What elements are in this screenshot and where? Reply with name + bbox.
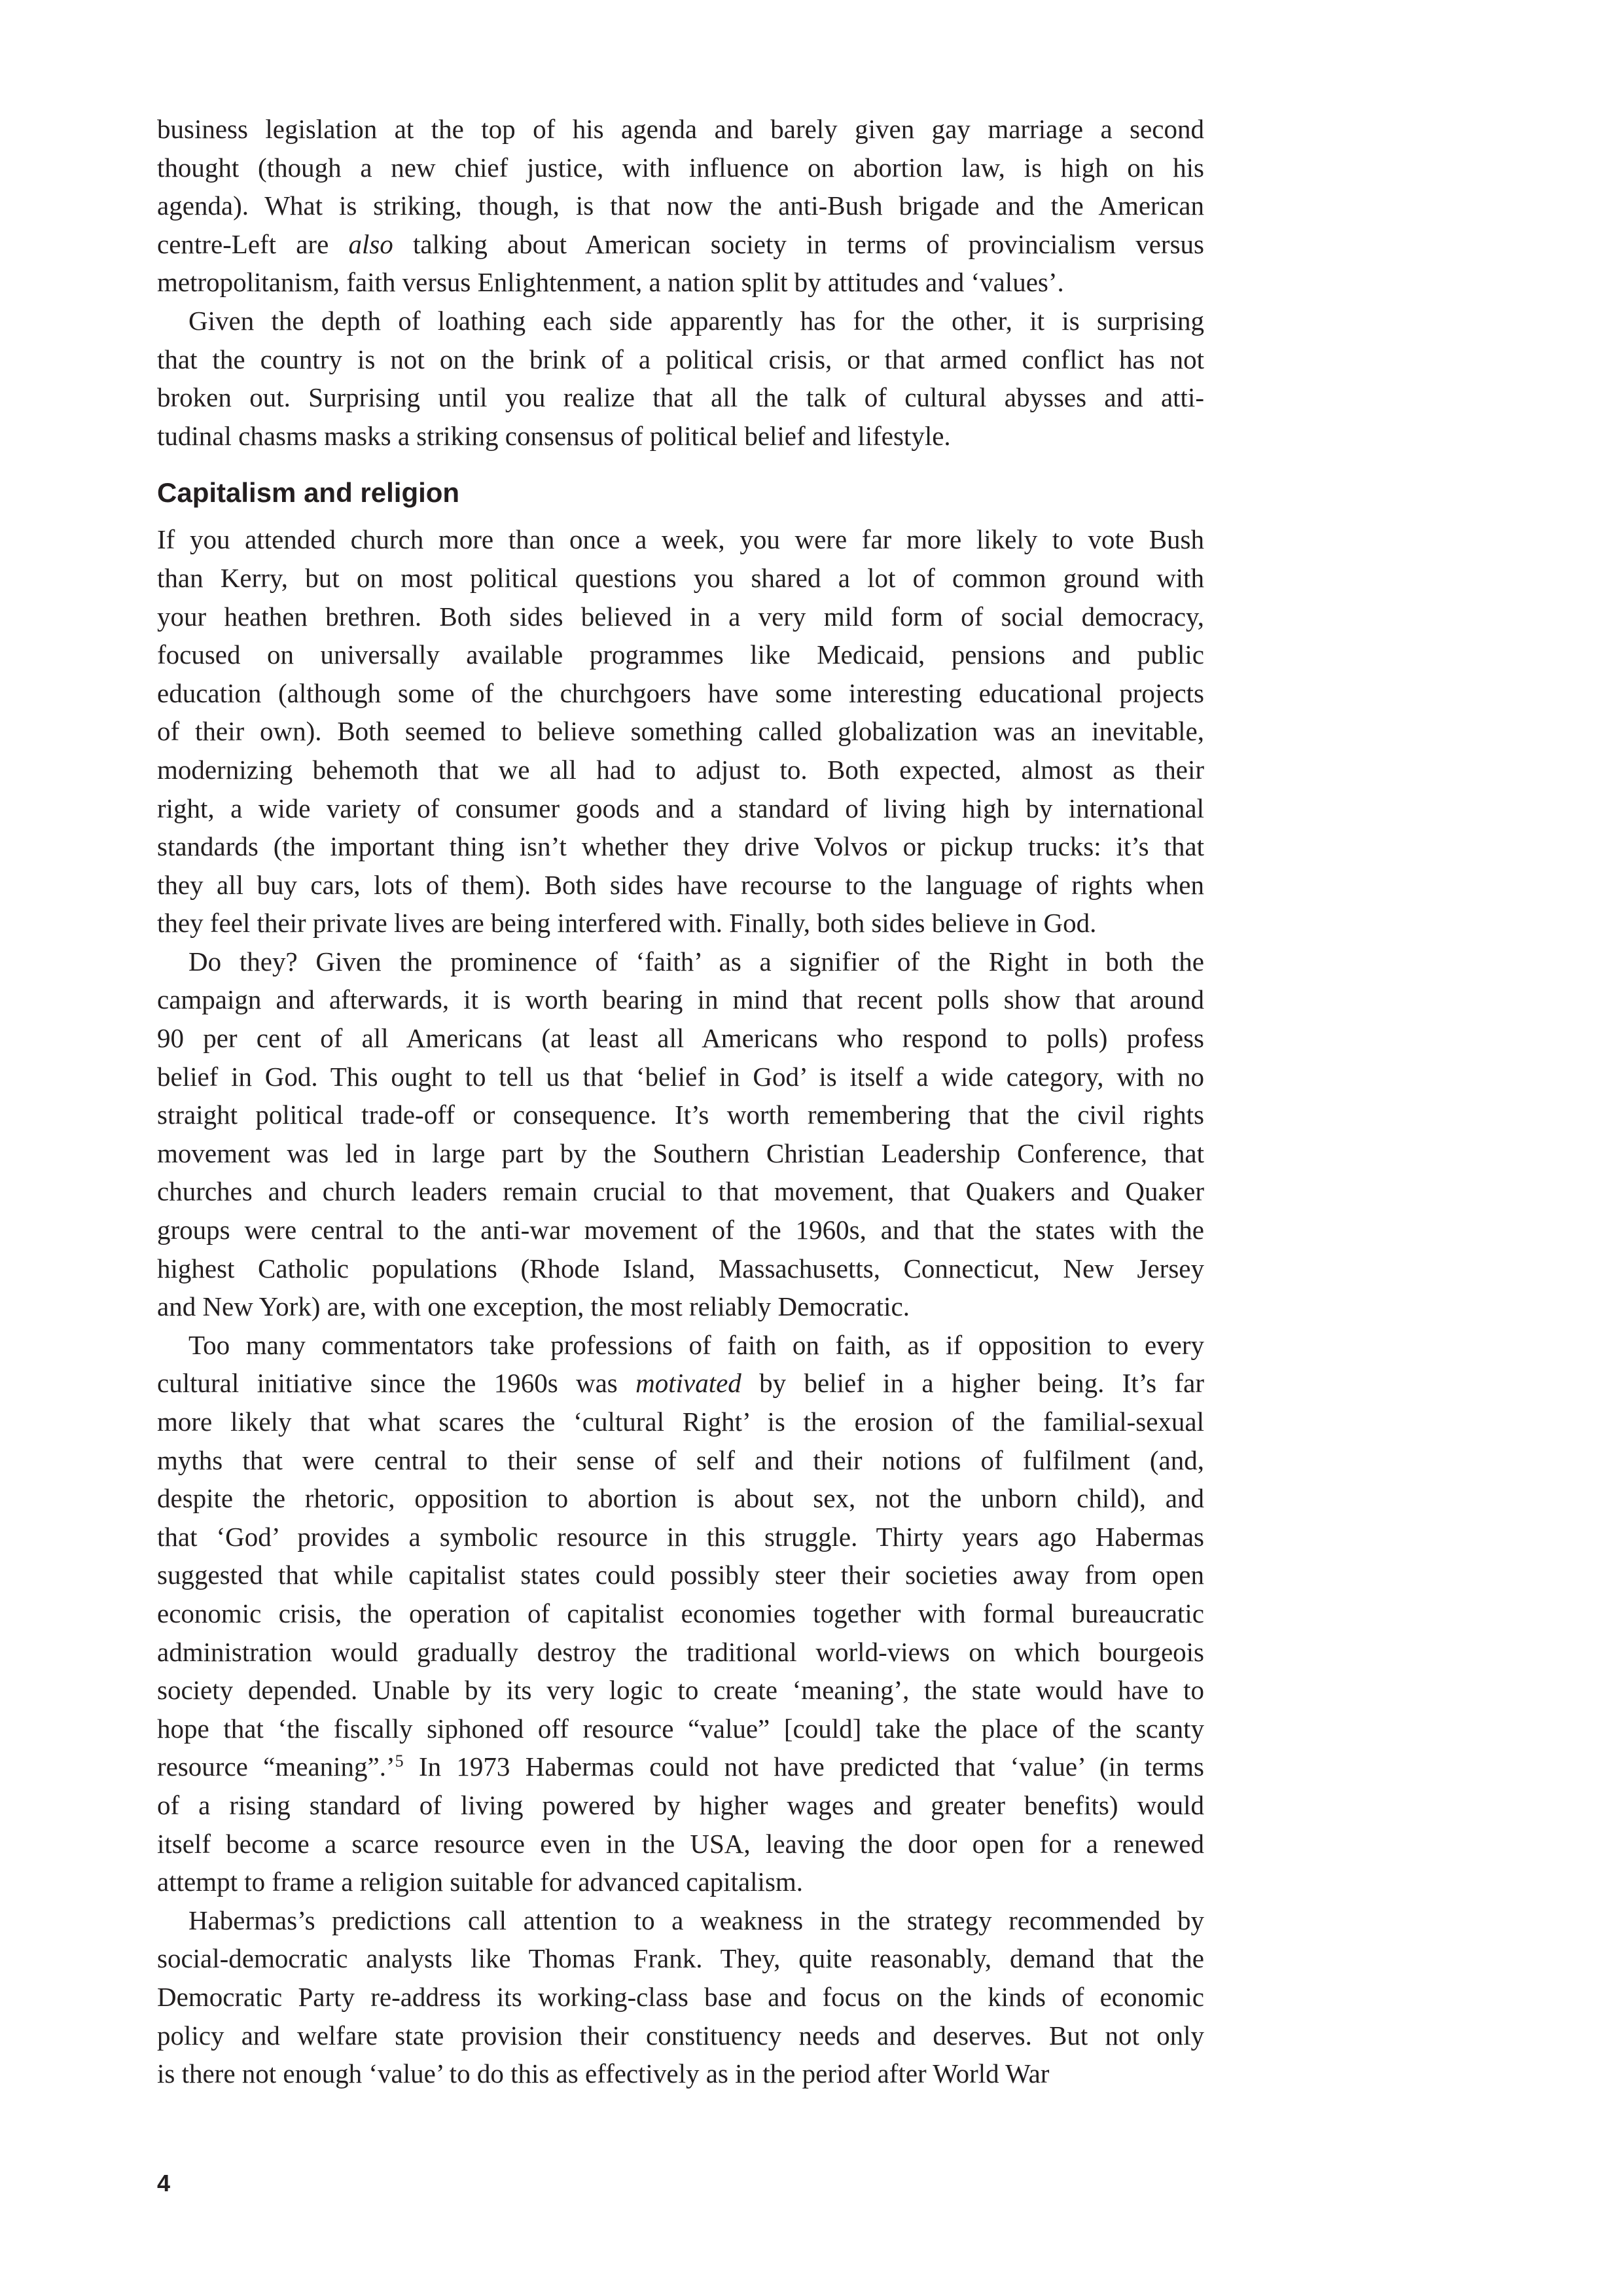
text-line: attempt to frame a religion suitable for advanced capitalism. (157, 1867, 804, 1897)
text-line: Democratic Party re-address its working-class base and focus on the kinds of economic (157, 1981, 1204, 2012)
text-line: more likely that what scares the ‘cultural Right’ is the erosion of the familial-sexual (157, 1407, 1204, 1437)
text-line (157, 1364, 1204, 1403)
text-line: churches and church leaders remain crucial to that movement, that Quakers and Quaker (157, 1176, 1204, 1207)
text-line: Given the depth of loathing each side apparently has for the other, it is surprising (188, 305, 1204, 336)
text-line: itself become a scarce resource even in the USA, leaving the door open for a renewed (157, 1828, 1204, 1859)
text-line: straight political trade-off or consequence. It’s worth remembering that the civil rights (157, 1100, 1204, 1130)
text-line: highest Catholic populations (Rhode Island, Massachusetts, Connecticut, New Jersey (157, 1253, 1204, 1283)
line-segment: resource “meaning”.’ (157, 1751, 395, 1782)
text-column (157, 110, 1204, 2093)
text-line: agenda). What is striking, though, is that now the anti-Bush brigade and the American (157, 190, 1204, 221)
text-line: groups were central to the anti-war movement of the 1960s, and that the states with the (157, 1215, 1204, 1246)
text-line: If you attended church more than once a week, you were far more likely to vote Bush (157, 524, 1204, 555)
paragraph (157, 520, 1204, 942)
text-line: social-democratic analysts like Thomas Frank. They, quite reasonably, demand that the (157, 1943, 1204, 1974)
text-line: policy and welfare state provision their constituency needs and deserves. But not only (157, 2020, 1204, 2051)
text-line: and New York) are, with one exception, the most reliably Democratic. (157, 1291, 910, 1322)
text-line: economic crisis, the operation of capitalist economies together with formal bureaucratic (157, 1598, 1204, 1628)
page-number: 4 (157, 2170, 171, 2197)
text-line: Do they? Given the prominence of ‘faith’ as a signifier of the Right in both the (188, 946, 1204, 977)
section-heading: Capitalism and religion (157, 477, 460, 509)
text-line: than Kerry, but on most political questions you shared a lot of common ground with (157, 562, 1204, 593)
text-line: society depended. Unable by its very logic to create ‘meaning’, the state would have to (157, 1675, 1204, 1706)
text-line: suggested that while capitalist states could possibly steer their societies away from open (157, 1560, 1204, 1590)
text-line: campaign and afterwards, it is worth bearing in mind that recent polls show that around (157, 984, 1204, 1015)
text-line: that the country is not on the brink of a political crisis, or that armed conflict has not (157, 344, 1204, 374)
text-line: that ‘God’ provides a symbolic resource in this struggle. Thirty years ago Habermas (157, 1521, 1204, 1552)
text-line (157, 1748, 1204, 1786)
text-line: they all buy cars, lots of them). Both sides have recourse to the language of rights when (157, 869, 1204, 900)
text-line: broken out. Surprising until you realize that all the talk of cultural abysses and atti- (157, 382, 1204, 413)
text-line: right, a wide variety of consumer goods and a standard of living high by international (157, 793, 1204, 823)
text-line: movement was led in large part by the Southern Christian Leadership Conference, that (157, 1138, 1204, 1168)
line-segment: In 1973 Habermas could not have predicted that ‘value’ (in terms (403, 1751, 1204, 1782)
text-line: standards (the important thing isn’t whether they drive Volvos or pickup trucks: it’s that (157, 831, 1204, 862)
text-line: is there not enough ‘value’ to do this as effectively as in the period after World War (157, 2058, 1050, 2089)
text-line: Too many commentators take professions of faith on faith, as if opposition to every (188, 1329, 1204, 1360)
text-line: your heathen brethren. Both sides believed in a very mild form of social democracy, (157, 601, 1204, 632)
text-line: tudinal chasms masks a striking consensus of political belief and lifestyle. (157, 420, 951, 451)
text-line: administration would gradually destroy the traditional world-views on which bourgeois (157, 1636, 1204, 1667)
text-line: of a rising standard of living powered by higher wages and greater benefits) would (157, 1789, 1204, 1820)
text-line: 90 per cent of all Americans (at least all Americans who respond to polls) profess (157, 1023, 1204, 1054)
text-line: business legislation at the top of his agenda and barely given gay marriage a second (157, 114, 1204, 144)
text-line: despite the rhetoric, opposition to abortion is about sex, not the unborn child), and (157, 1483, 1204, 1514)
line-segment: centre-Left are (157, 228, 349, 259)
line-segment: by belief in a higher being. It’s far (741, 1368, 1204, 1399)
text-line: they feel their private lives are being interfered with. Finally, both sides believe in God. (157, 908, 1097, 939)
emphasis: motivated (635, 1368, 741, 1399)
text-line: Habermas’s predictions call attention to a weakness in the strategy recommended by (188, 1905, 1204, 1935)
text-line: metropolitanism, faith versus Enlightenment, a nation split by attitudes and ‘values’. (157, 267, 1064, 298)
paragraph (157, 302, 1204, 455)
text-line: myths that were central to their sense of self and their notions of fulfilment (and, (157, 1444, 1204, 1475)
emphasis: also (348, 228, 393, 259)
paragraph (157, 942, 1204, 1326)
text-line: education (although some of the churchgoers have some interesting educational projects (157, 677, 1204, 708)
text-line: modernizing behemoth that we all had to adjust to. Both expected, almost as their (157, 754, 1204, 785)
text-line: thought (though a new chief justice, with influence on abortion law, is high on his (157, 152, 1204, 183)
text-line: hope that ‘the fiscally siphoned off resource “value” [could] take the place of the scanty (157, 1713, 1204, 1744)
text-line: focused on universally available programmes like Medicaid, pensions and public (157, 639, 1204, 670)
text-line (157, 225, 1204, 264)
paragraph (157, 1901, 1204, 2093)
paragraph (157, 1326, 1204, 1901)
line-segment: cultural initiative since the 1960s was (157, 1368, 636, 1399)
text-line: of their own). Both seemed to believe something called globalization was an inevitable, (157, 716, 1204, 747)
text-line: belief in God. This ought to tell us that ‘belief in God’ is itself a wide category, with no (157, 1061, 1204, 1092)
footnote-marker: 5 (395, 1751, 404, 1771)
line-segment: talking about American society in terms of provincialism versus (393, 228, 1204, 259)
paragraph (157, 110, 1204, 302)
